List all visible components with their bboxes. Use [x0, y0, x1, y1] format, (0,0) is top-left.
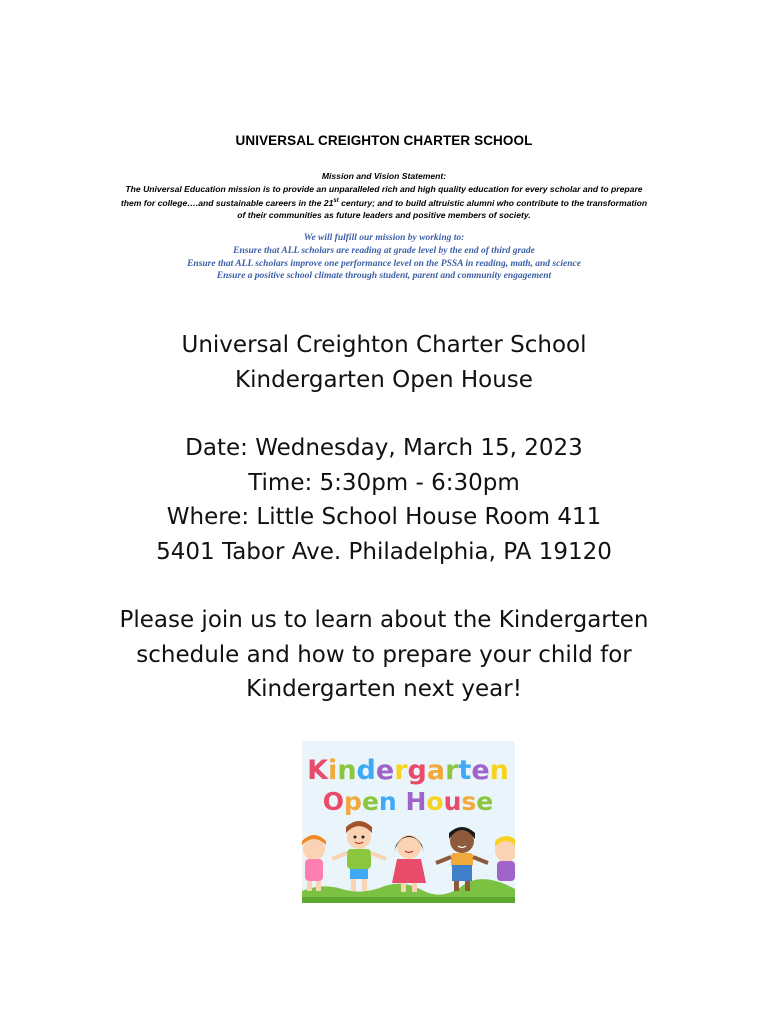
school-header: UNIVERSAL CREIGHTON CHARTER SCHOOL: [235, 133, 533, 148]
goal-item: Ensure that ALL scholars improve one performance level on the PSSA in reading, math, and science: [187, 258, 581, 269]
goal-item: Ensure a positive school climate through student, parent and community engagement: [216, 271, 552, 282]
mission-line-3: of their communities as future leaders and positive members of society.: [237, 210, 531, 221]
mission-line-2: [110, 195, 658, 209]
goals-intro: We will fulfill our mission by working to:: [303, 233, 465, 243]
mission-heading: Mission and Vision Statement:: [321, 171, 447, 181]
clipart-title-line-2: Open House: [322, 787, 494, 816]
event-title: Universal Creighton Charter School: [181, 332, 587, 358]
mission-superscript: st: [333, 198, 339, 204]
invite-line-3: Kindergarten next year!: [246, 676, 522, 702]
goals-list: [110, 232, 658, 283]
child-figure: [495, 836, 515, 881]
mission-line-2a: them for college….and sustainable careers in the 21: [120, 197, 334, 208]
event-subtitle: Kindergarten Open House: [235, 366, 533, 393]
event-time: Time: 5:30pm - 6:30pm: [248, 469, 520, 496]
kindergarten-open-house-clipart: [302, 741, 515, 903]
event-announcement: [60, 328, 708, 707]
mission-line-1: The Universal Education mission is to provide an unparalleled rich and high quality education for every scholar and to prepare: [125, 183, 643, 194]
mission-statement: [110, 170, 658, 222]
invite-line-2: schedule and how to prepare your child for: [136, 641, 632, 668]
event-date: Date: Wednesday, March 15, 2023: [185, 435, 583, 461]
goal-item: Ensure that ALL scholars are reading at grade level by the end of third grade: [233, 245, 535, 256]
clipart-illustration: [302, 741, 515, 903]
clipart-title-line-1: Kindergarten: [307, 755, 509, 786]
invite-line-1: Please join us to learn about the Kindergarten: [119, 607, 649, 633]
mission-line-2b: century; and to build altruistic alumni who contribute to the transformation: [338, 197, 648, 208]
event-address: 5401 Tabor Ave. Philadelphia, PA 19120: [156, 538, 612, 565]
event-location: Where: Little School House Room 411: [166, 504, 602, 530]
